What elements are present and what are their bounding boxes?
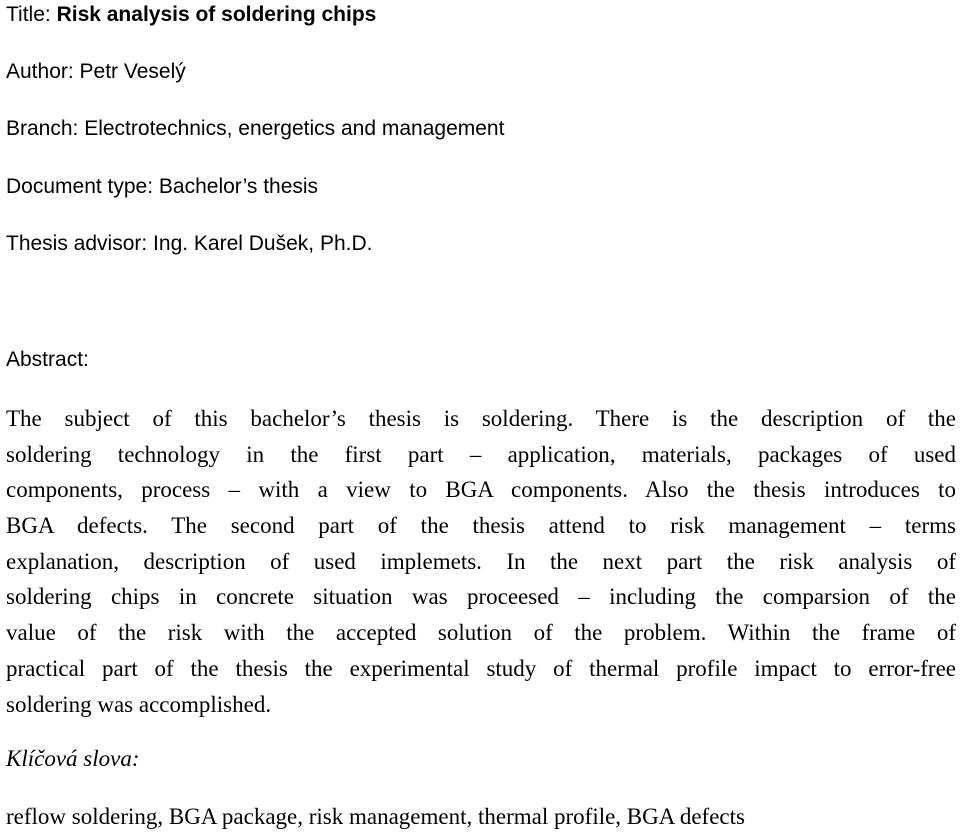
keywords-text: reflow soldering, BGA package, risk management, thermal profile, BGA defects [6, 804, 745, 829]
document-title: Risk analysis of soldering chips [56, 3, 377, 26]
abstract-line: soldering technology in the first part – application, materials, packages of used [6, 441, 956, 467]
abstract-line: BGA defects. The second part of the thesis attend to risk management – terms [6, 513, 956, 539]
keywords-heading: Klíčová slova: [6, 746, 140, 771]
abstract-line: explanation, description of used implemets. In the next part the risk analysis of [6, 548, 956, 574]
document-type-line: Document type: Bachelor’s thesis [6, 175, 319, 198]
author-line: Author: Petr Veselý [6, 60, 186, 83]
abstract-line: soldering was accomplished. [6, 691, 272, 717]
abstract-line: soldering chips in concrete situation was proceesed – including the comparsion of the [6, 584, 956, 610]
abstract-line: value of the risk with the accepted solution of the problem. Within the frame of [6, 620, 956, 646]
abstract-line: components, process – with a view to BGA components. Also the thesis introduces to [6, 477, 956, 503]
abstract-heading: Abstract: [6, 348, 89, 371]
advisor-line: Thesis advisor: Ing. Karel Dušek, Ph.D. [6, 232, 373, 255]
title-label: Title: [6, 3, 57, 26]
title-line [6, 0, 376, 29]
abstract-body [6, 401, 956, 722]
branch-line: Branch: Electrotechnics, energetics and management [6, 117, 505, 140]
abstract-line: practical part of the thesis the experimental study of thermal profile impact to error-free [6, 655, 956, 681]
abstract-line: The subject of this bachelor’s thesis is soldering. There is the description of the [6, 406, 956, 431]
